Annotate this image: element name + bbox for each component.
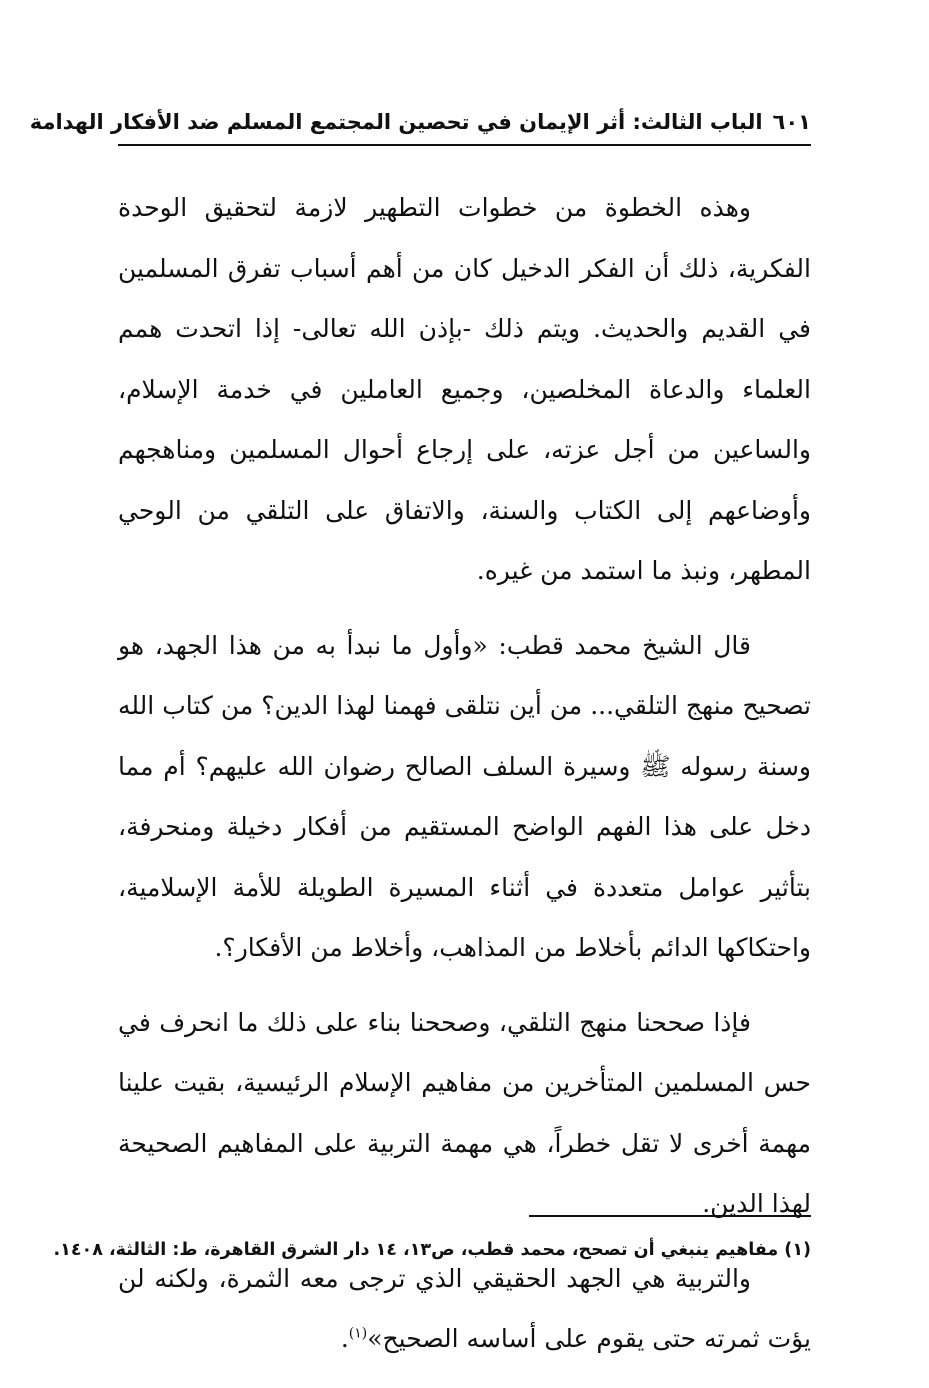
paragraph-4-text: والتربية هي الجهد الحقيقي الذي ترجى معه الثمرة، ولكنه لن يؤت ثمرته حتى يقوم على أساسه الصحيح» (118, 1263, 811, 1353)
paragraph-4-end: . (340, 1324, 349, 1353)
chapter-title: الباب الثالث: أثر الإيمان في تحصين المجتمع المسلم ضد الأفكار الهدامة (29, 110, 763, 134)
main-text (53, 178, 811, 1384)
paragraph-1: وهذه الخطوة من خطوات التطهير لازمة لتحقيق الوحدة الفكرية، ذلك أن الفكر الدخيل كان من أهم أسباب تفرق المسلمين في القديم والحديث. ويتم ذلك -بإذن الله تعالى- إذا اتحدت همم العلماء والدعاة المخلصين، وجميع العاملين في خدمة الإسلام، والساعين من أجل عزته، على إرجاع أحوال المسلمين ومناهجهم وأوضاعهم إلى الكتاب والسنة، والاتفاق على التلقي من الوحي المطهر، ونبذ ما استمد من غيره. (118, 193, 811, 585)
paragraph-3: فإذا صححنا منهج التلقي، وصححنا بناء على ذلك ما انحرف في حس المسلمين المتأخرين من مفاهيم الإسلام الرئيسية، بقيت علينا مهمة أخرى لا تقل خطراً، هي مهمة التربية على المفاهيم الصحيحة لهذا الدين. (118, 1007, 811, 1218)
running-header (29, 100, 811, 146)
paragraph-2: قال الشيخ محمد قطب: «وأول ما نبدأ به من هذا الجهد، هو تصحيح منهج التلقي... من أين نتلقى فهمنا لهذا الدين؟ من كتاب الله وسنة رسوله ﷺ وسيرة السلف الصالح رضوان الله عليهم؟ أم مما دخل على هذا الفهم الواضح المستقيم من أفكار دخيلة ومنحرفة، بتأثير عوامل متعددة في أثناء المسيرة الطويلة للأمة الإسلامية، واحتكاكها الدائم بأخلاط من المذاهب، وأخلاط من الأفكار؟. (118, 630, 811, 962)
footnote-separator (529, 1215, 811, 1217)
page-number: ٦٠١ (772, 110, 811, 134)
paragraph-4 (118, 1249, 811, 1370)
footnote: (١) مفاهيم ينبغي أن تصحح، محمد قطب، ص١٣، ١٤ دار الشرق القاهرة، ط: الثالثة، ١٤٠٨. (53, 1240, 811, 1260)
footnote-reference: (١) (348, 1325, 368, 1342)
